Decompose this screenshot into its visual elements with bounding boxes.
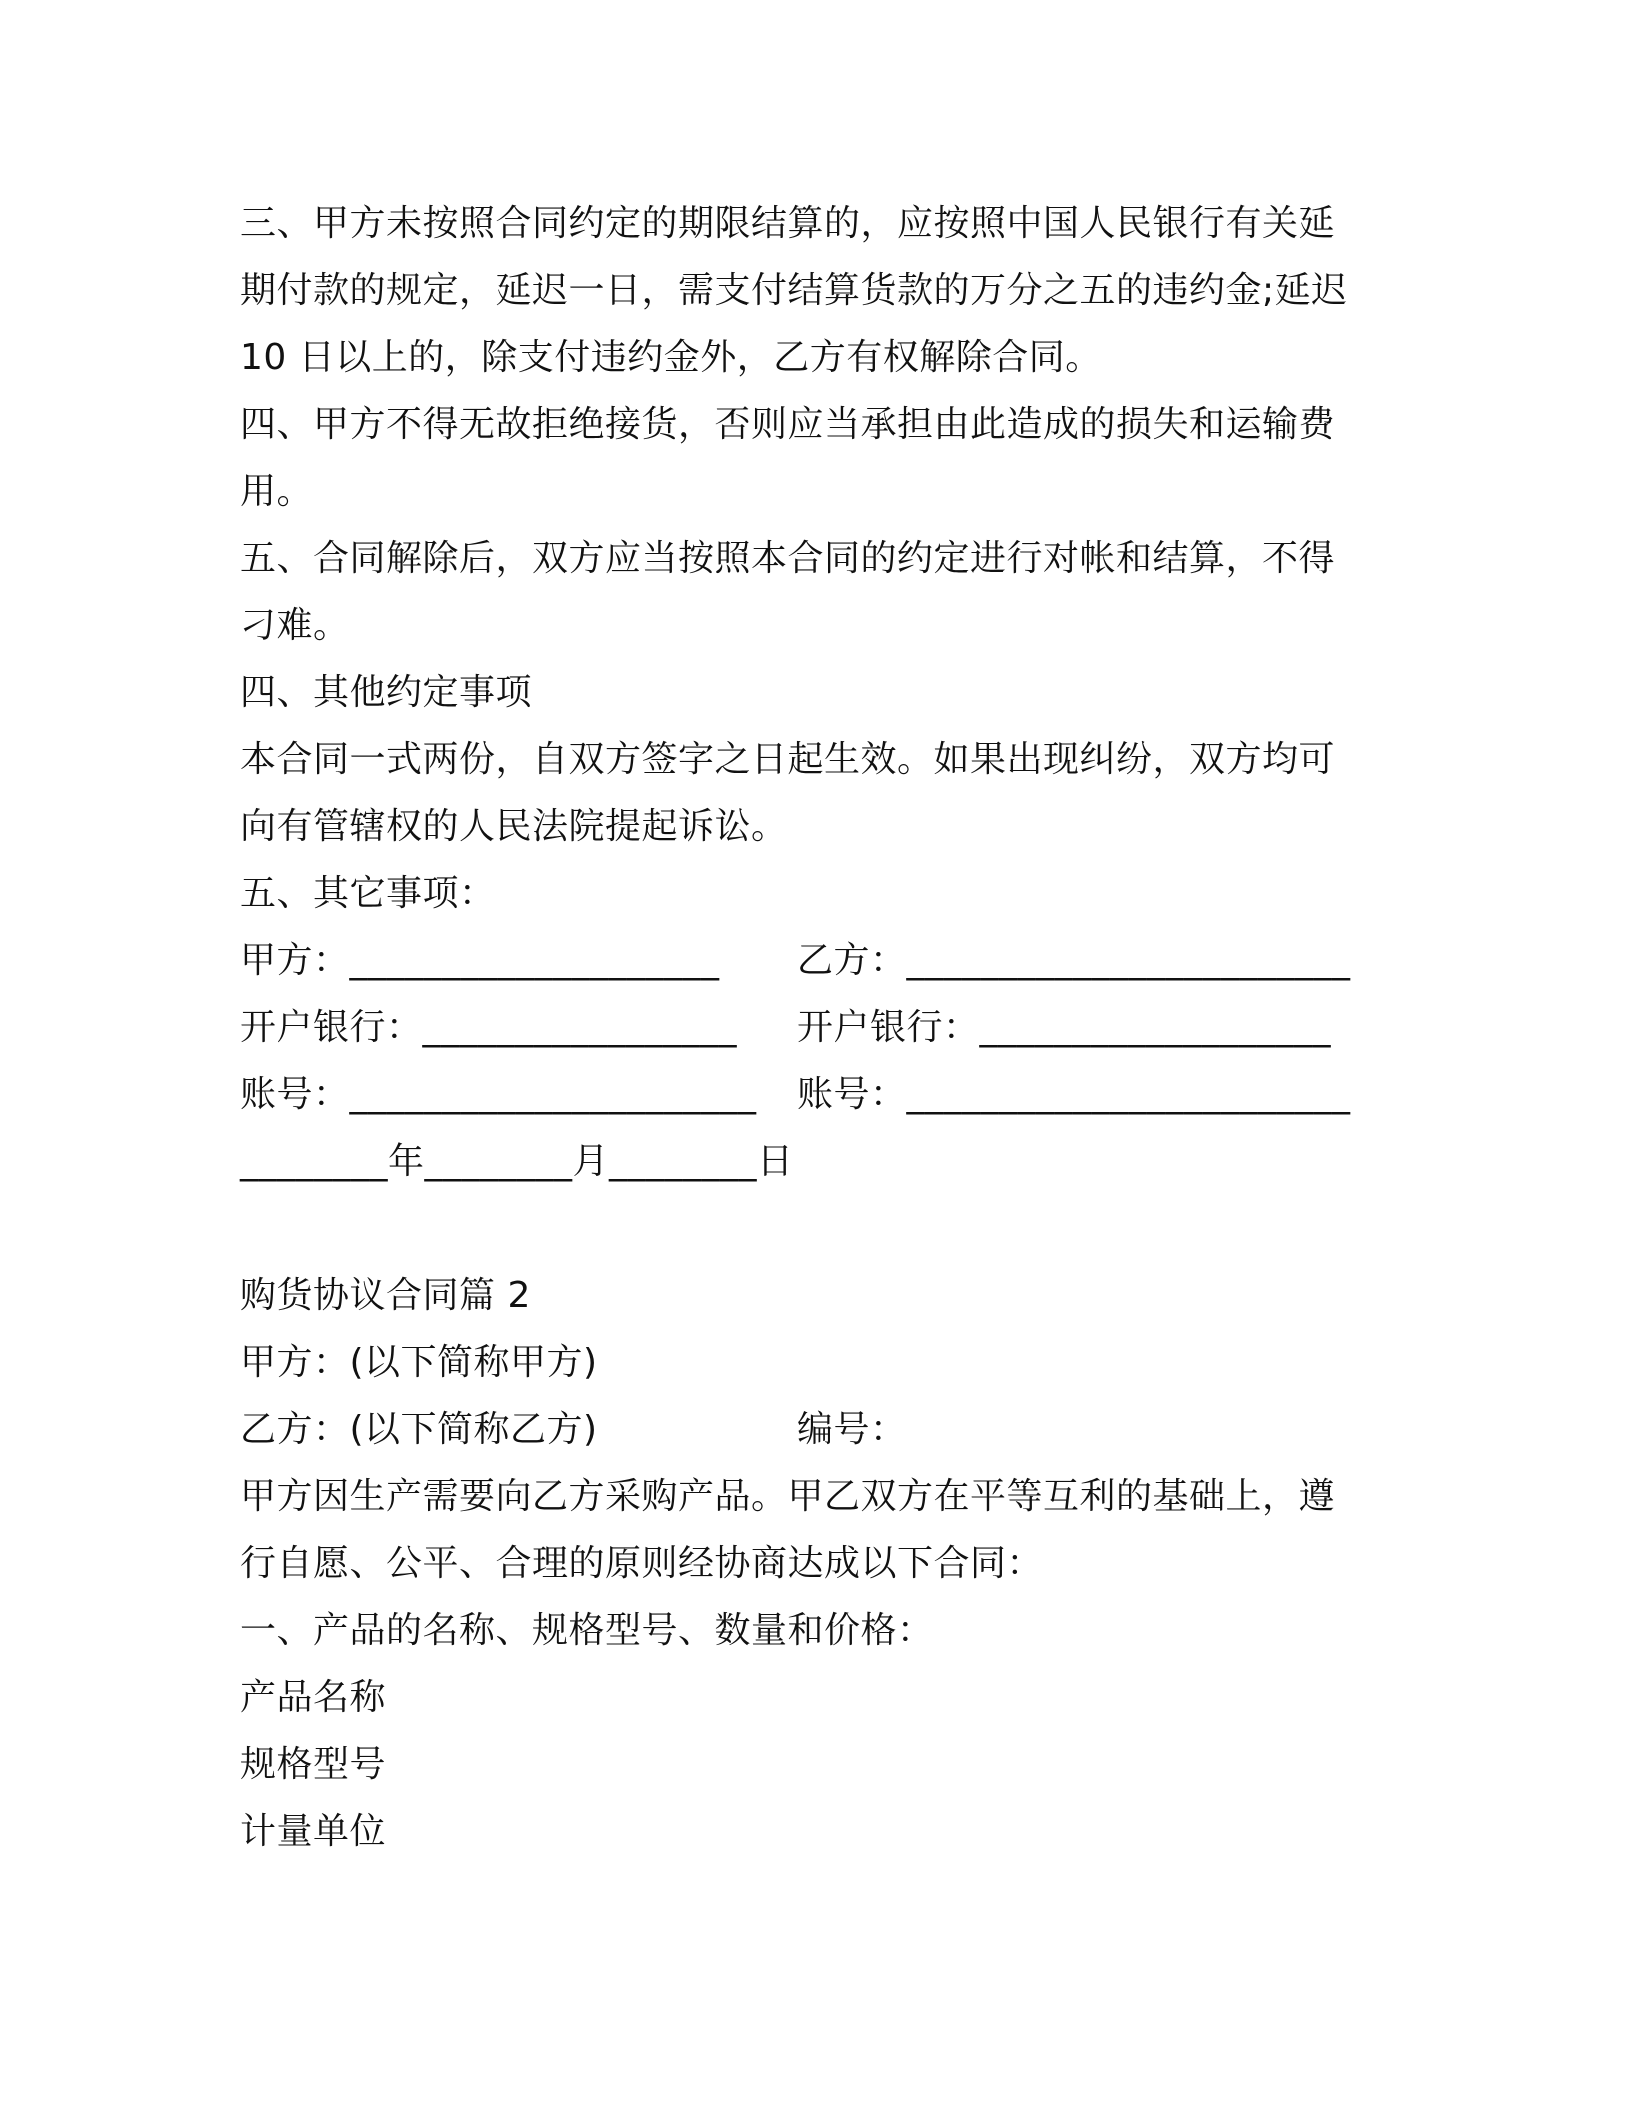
- signature-bank-a: 开户银行：_________________: [240, 1007, 738, 1048]
- signature-bank-row: [240, 994, 1370, 1061]
- contract2-intro: 甲方因生产需要向乙方采购产品。甲乙双方在平等互利的基础上，遵行自愿、公平、合理的原则经协商达成以下合同：: [240, 1476, 1336, 1584]
- field-product-name: 产品名称: [240, 1677, 387, 1718]
- signature-date-row: [240, 1128, 1370, 1195]
- signature-account-b: 账号：________________________: [797, 1074, 1351, 1115]
- signature-date: ________年________月________日: [240, 1141, 794, 1182]
- signature-bank-b: 开户银行：___________________: [797, 1007, 1332, 1048]
- contract2-party-b: 乙方：(以下简称乙方): [240, 1409, 598, 1450]
- document-body: [240, 190, 1370, 1865]
- section-misc-title: 五、其它事项：: [240, 873, 496, 914]
- section-other-body: 本合同一式两份，自双方签字之日起生效。如果出现纠纷，双方均可向有管辖权的人民法院提起诉讼。: [240, 739, 1336, 847]
- field-spec-model: 规格型号: [240, 1744, 387, 1785]
- contract2-party-b-row: [240, 1396, 1370, 1463]
- clause-3: 三、甲方未按照合同约定的期限结算的，应按照中国人民银行有关延期付款的规定，延迟一日，需支付结算货款的万分之五的违约金;延迟 10 日以上的，除支付违约金外，乙方有权解除合同。: [240, 203, 1360, 378]
- section-other-title: 四、其他约定事项: [240, 672, 533, 713]
- section-spacer: [240, 1195, 1370, 1262]
- field-unit: 计量单位: [240, 1811, 387, 1852]
- signature-party-row: [240, 927, 1370, 994]
- signature-account-a: 账号：______________________: [240, 1074, 757, 1115]
- clause-5: 五、合同解除后，双方应当按照本合同的约定进行对帐和结算，不得刁难。: [240, 538, 1336, 646]
- contract2-number-label: 编号：: [797, 1409, 907, 1450]
- contract2-title: 购货协议合同篇 2: [240, 1275, 531, 1316]
- clause-4: 四、甲方不得无故拒绝接货，否则应当承担由此造成的损失和运输费用。: [240, 404, 1336, 512]
- contract2-party-a: 甲方：(以下简称甲方): [240, 1342, 598, 1383]
- signature-account-row: [240, 1061, 1370, 1128]
- signature-party-a: 甲方：____________________: [240, 940, 720, 981]
- signature-party-b: 乙方：________________________: [797, 940, 1351, 981]
- contract2-section1-title: 一、产品的名称、规格型号、数量和价格：: [240, 1610, 934, 1651]
